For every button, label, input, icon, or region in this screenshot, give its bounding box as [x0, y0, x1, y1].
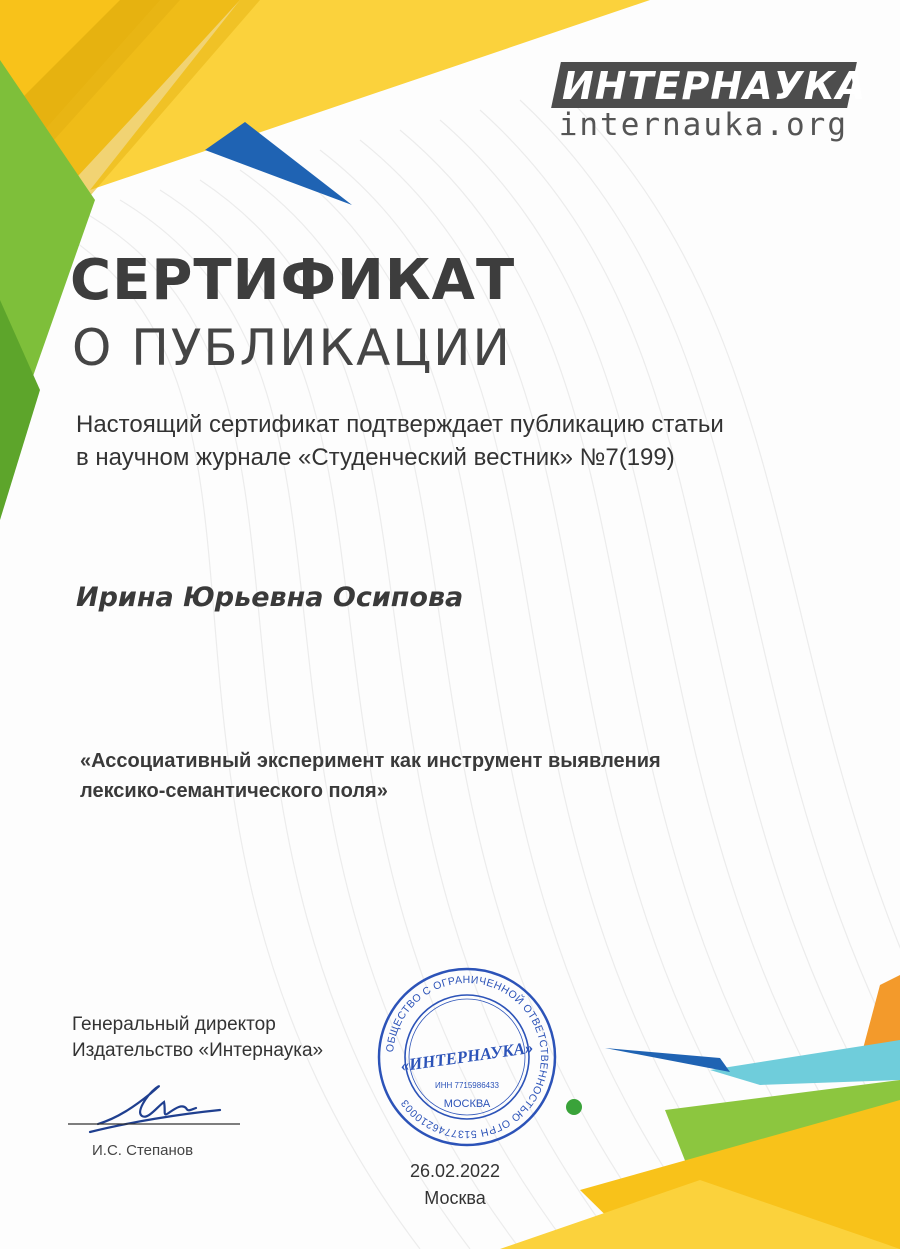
confirmation-text — [76, 408, 876, 474]
confirmation-line: в научном журнале «Студенческий вестник» №7(199) — [76, 444, 675, 471]
logo-url: internauka.org — [558, 107, 848, 143]
stamp-center-text: «ИНТЕРНАУКА» — [399, 1037, 535, 1076]
signatory-block — [72, 1012, 323, 1064]
article-title — [80, 746, 800, 806]
internauka-logo — [548, 62, 867, 143]
signature-icon — [60, 1072, 260, 1142]
stamp-ring-text: ОБЩЕСТВО С ОГРАНИЧЕННОЙ ОТВЕТСТВЕННОСТЬЮ ОГРН 5137746210003 — [384, 973, 551, 1141]
stamp-inn: ИНН 7715986433 — [434, 1081, 500, 1090]
article-title-line: лексико-семантического поля» — [80, 780, 388, 802]
logo-wordmark: ИНТЕРНАУКА — [562, 64, 867, 108]
blue-arrow-bottom — [605, 1048, 730, 1072]
issue-date: 26.02.2022 — [409, 1161, 501, 1181]
author-name: Ирина Юрьевна Осипова — [76, 582, 464, 613]
signatory-organization: Издательство «Интернаука» — [72, 1040, 324, 1061]
article-title-line: «Ассоциативный эксперимент как инструмент выявления — [80, 750, 661, 772]
certificate-title: СЕРТИФИКАТ — [70, 248, 516, 313]
signatory-name: И.С. Степанов — [92, 1142, 194, 1159]
issue-block — [380, 1158, 530, 1212]
confirmation-line: Настоящий сертификат подтверждает публикацию статьи — [76, 411, 724, 438]
issue-city: Москва — [424, 1188, 486, 1208]
teal-right-band — [710, 1040, 900, 1085]
signatory-position: Генеральный директор — [72, 1014, 276, 1035]
stamp-city: МОСКВА — [443, 1098, 491, 1110]
green-dot — [566, 1099, 582, 1115]
company-stamp — [372, 966, 562, 1148]
certificate-subtitle: О ПУБЛИКАЦИИ — [72, 319, 512, 377]
